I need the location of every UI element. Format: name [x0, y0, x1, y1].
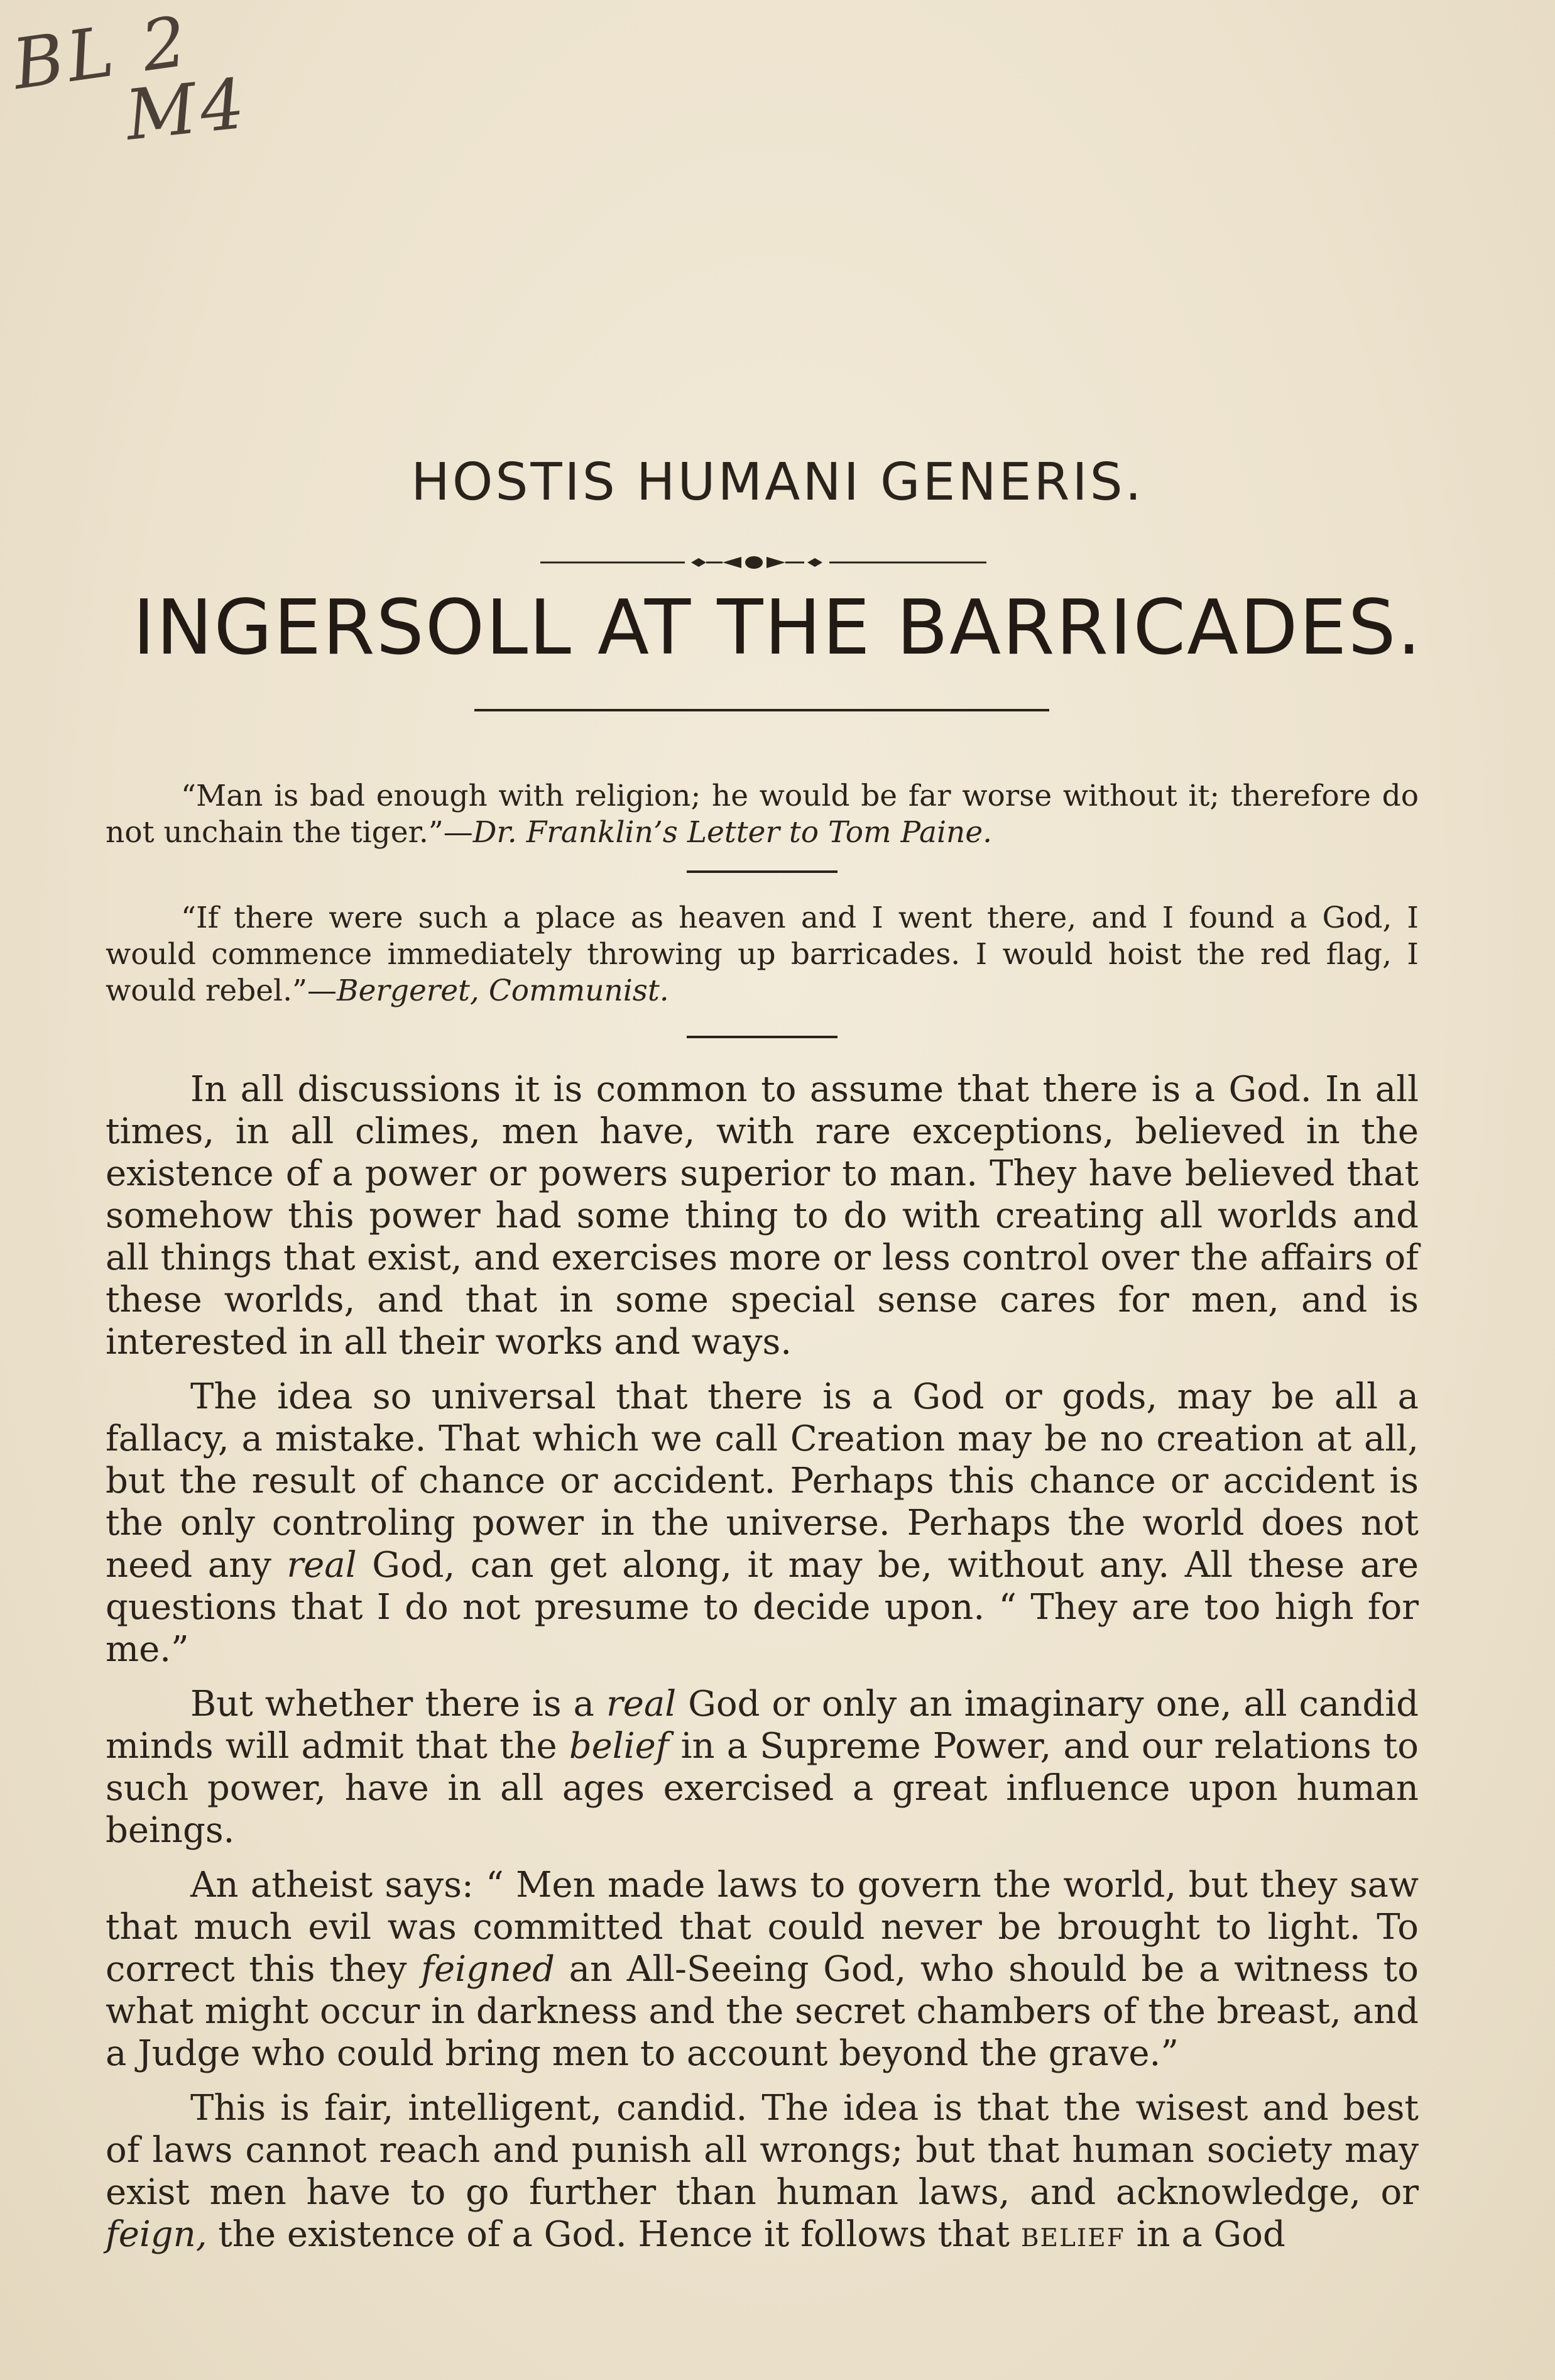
epigraph-franklin	[106, 778, 1419, 851]
article-body	[106, 1068, 1419, 2268]
epigraph-quote: “Man is bad enough with religion; he would be far worse without it; therefore do not unchain the tiger.”—	[106, 779, 1419, 850]
paragraph-2: The idea so universal that there is a God or gods, may be all a fallacy, a mistake. That which we call Creation may be no creation at all, but the result of chance or accident. Perhaps this chance or accident is the only controling power in the universe. Perhaps the world does not need any real God, can get along, it may be, without any. All these are questions that I do not presume to decide upon. “ They are too high for me.”	[106, 1376, 1419, 1670]
article-title: INGERSOLL AT THE BARRICADES.	[133, 584, 1422, 672]
handwritten-call-number-suffix: M4	[121, 63, 252, 156]
latin-kicker: HOSTIS HUMANI GENERIS.	[411, 452, 1144, 512]
epigraph-bergeret	[106, 900, 1419, 1009]
paragraph-1: In all discussions it is common to assume that there is a God. In all times, in all climes, men have, with rare exceptions, believed in the existence of a power or powers superior to man. They have believed that somehow this power had some thing to do with creating all worlds and all things that exist, and exercises more or less control over the affairs of these worlds, and that in some special sense cares for men, and is interested in all their works and ways.	[106, 1069, 1419, 1363]
ornament-divider	[540, 553, 986, 572]
handwritten-call-number: BL 2	[8, 0, 195, 106]
epigraph-quote: “If there were such a place as heaven and I went there, and I found a God, I would commence immediately throwing up barricades. I would hoist the red flag, I would rebel.”—	[106, 901, 1419, 1008]
section-short-rule	[687, 1036, 838, 1038]
paragraph-3: But whether there is a real God or only an imaginary one, all candid minds will admit that the belief in a Supreme Power, and our relations to such power, have in all ages exercised a great influence upon human beings.	[106, 1684, 1419, 1851]
epigraph-attribution: Dr. Franklin’s Letter to Tom Paine.	[472, 815, 993, 850]
paragraph-5: This is fair, intelligent, candid. The idea is that the wisest and best of laws cannot reach and punish all wrongs; but that human society may exist men have to go further than human laws, and acknowledge, or feign, the existence of a God. Hence it follows that belief in a God	[106, 2088, 1419, 2255]
title-rule	[474, 709, 1049, 711]
epigraph-short-rule	[687, 870, 838, 873]
paragraph-4: An atheist says: “ Men made laws to govern the world, but they saw that much evil was committed that could never be brought to light. To correct this they feigned an All-Seeing God, who should be a witness to what might occur in darkness and the secret chambers of the breast, and a Judge who could bring men to account beyond the grave.”	[106, 1865, 1419, 2074]
epigraph-attribution: Bergeret, Communist.	[337, 973, 669, 1008]
